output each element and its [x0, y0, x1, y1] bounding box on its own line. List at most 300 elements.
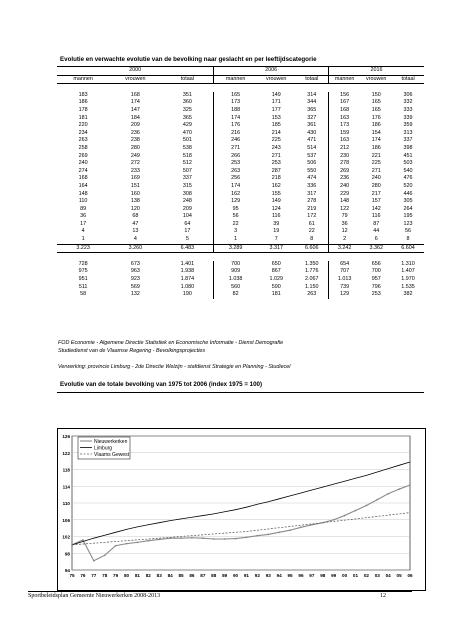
x-tick-label: 00 — [342, 573, 348, 578]
total-row — [57, 244, 424, 253]
table-cell: 315 — [182, 182, 192, 189]
table-cell: 13 — [132, 228, 139, 235]
table-cell: 188 — [214, 107, 257, 115]
table-cell: 142 — [371, 205, 381, 212]
group-cell: 1.038 — [214, 276, 257, 284]
table-cell: 64 — [184, 220, 191, 227]
column-header: vrouwen — [109, 75, 161, 84]
spacer-row — [57, 84, 424, 92]
group-cell: 1.938 — [180, 268, 195, 275]
table-cell: 44 — [373, 228, 380, 235]
table-cell: 173 — [214, 99, 257, 107]
table-cell: 271 — [271, 152, 281, 159]
group-row — [57, 276, 424, 284]
table-cell: 512 — [182, 160, 192, 167]
table-cell: 351 — [182, 91, 192, 98]
group-cell: 650 — [271, 260, 281, 267]
table-cell: 550 — [307, 167, 317, 174]
x-tick-label: 94 — [276, 573, 282, 578]
table-cell: 225 — [371, 160, 381, 167]
table-cell: 317 — [307, 190, 317, 197]
table-cell: 4 — [81, 228, 85, 235]
table-cell: 430 — [307, 129, 317, 136]
data-point — [376, 499, 378, 501]
y-tick-label: 94 — [64, 568, 70, 573]
table-cell: 174 — [130, 99, 140, 106]
group-cell: 1.150 — [305, 283, 319, 290]
table-cell: 36 — [329, 221, 361, 229]
table-cell: 236 — [130, 129, 140, 136]
table-cell: 68 — [132, 213, 139, 220]
table-cell: 361 — [307, 122, 317, 129]
table-cell: 174 — [214, 183, 257, 191]
table-cell: 248 — [182, 198, 192, 205]
table-cell: 333 — [403, 106, 413, 113]
table-cell: 263 — [78, 137, 88, 144]
spacer-row — [57, 253, 424, 261]
divider — [57, 392, 424, 393]
table-cell: 451 — [403, 152, 413, 159]
total-cell: 6.606 — [296, 244, 329, 253]
group-row — [57, 284, 424, 292]
table-cell: 327 — [307, 114, 317, 121]
table-cell: 79 — [329, 213, 361, 221]
table-cell: 537 — [307, 152, 317, 159]
table-cell: 22 — [214, 221, 257, 229]
table-cell: 470 — [182, 129, 192, 136]
group-cell: 673 — [130, 260, 140, 267]
table-cell: 365 — [182, 114, 192, 121]
x-tick-label: 96 — [298, 573, 304, 578]
table-cell: 240 — [329, 183, 361, 191]
y-tick-label: 114 — [62, 484, 70, 490]
table-cell: 506 — [307, 160, 317, 167]
table-cell: 164 — [78, 182, 88, 189]
group-cell: 129 — [329, 291, 361, 299]
x-tick-label: 85 — [178, 573, 184, 578]
table-cell: 8 — [406, 236, 410, 243]
table-cell: 258 — [78, 144, 88, 151]
table-cell: 212 — [329, 145, 361, 153]
total-cell: 3.223 — [57, 244, 109, 253]
table-cell: 514 — [307, 144, 317, 151]
table-cell: 153 — [271, 114, 281, 121]
table-cell: 217 — [371, 190, 381, 197]
table-cell: 240 — [371, 175, 381, 182]
group-cell: 2.067 — [305, 276, 319, 283]
table-cell: 314 — [307, 91, 317, 98]
y-tick-label: 102 — [62, 534, 70, 540]
table-cell: 183 — [78, 91, 88, 98]
table-cell: 287 — [271, 167, 281, 174]
table-row — [57, 183, 424, 191]
group-cell: 700 — [214, 261, 257, 269]
year-header-row — [57, 67, 424, 76]
column-header: vrouwen — [360, 75, 392, 84]
table-cell: 165 — [371, 99, 381, 106]
table-row — [57, 92, 424, 100]
series-line — [72, 513, 410, 545]
total-cell: 3.260 — [109, 244, 161, 253]
group-cell: 511 — [78, 283, 88, 290]
table-cell: 233 — [130, 167, 140, 174]
source-line-2: Studiedienst van de Vlaamse Regering - Bevolkingsprojecties — [58, 348, 206, 354]
total-cell: 3.289 — [214, 244, 257, 253]
table-cell: 185 — [271, 122, 281, 129]
table-cell: 110 — [78, 198, 88, 205]
x-tick-label: 92 — [254, 573, 260, 578]
group-cell: 796 — [371, 283, 381, 290]
table-cell: 266 — [214, 153, 257, 161]
table-cell: 36 — [80, 213, 87, 220]
table-cell: 274 — [78, 167, 88, 174]
table-cell: 501 — [182, 137, 192, 144]
table-cell: 22 — [308, 228, 315, 235]
table-cell: 174 — [371, 137, 381, 144]
page-number: 12 — [380, 593, 386, 599]
table-row — [57, 153, 424, 161]
table-cell: 123 — [403, 220, 413, 227]
data-point — [180, 537, 182, 539]
table-cell: 278 — [307, 198, 317, 205]
group-cell: 1.080 — [180, 283, 195, 290]
data-point — [147, 540, 149, 542]
group-cell: 1.013 — [329, 276, 361, 284]
table-cell: 332 — [403, 99, 413, 106]
footer-text: Sportbeleidsplan Gemeente Nieuwerkerken 2008-2013 — [28, 593, 161, 599]
table-cell: 365 — [307, 106, 317, 113]
table-row — [57, 145, 424, 153]
spacer-cell — [57, 84, 109, 92]
table-cell: 218 — [271, 175, 281, 182]
table-cell: 236 — [329, 175, 361, 183]
table-row — [57, 115, 424, 123]
table-cell: 148 — [329, 198, 361, 206]
x-tick-label: 86 — [189, 573, 195, 578]
table-cell: 507 — [182, 167, 192, 174]
table-cell: 229 — [329, 191, 361, 199]
group-cell: 1.029 — [269, 276, 283, 283]
data-point — [387, 493, 389, 495]
table-cell: 156 — [329, 92, 361, 100]
table-cell: 219 — [307, 205, 317, 212]
data-point — [246, 536, 248, 538]
column-header-row — [57, 75, 424, 84]
table-row — [57, 137, 424, 145]
x-tick-label: 76 — [80, 573, 86, 578]
x-tick-label: 95 — [287, 573, 293, 578]
table-cell: 253 — [214, 160, 257, 168]
x-tick-label: 04 — [385, 573, 391, 578]
table-cell: 1 — [81, 236, 85, 243]
data-point — [278, 531, 280, 533]
table-cell: 168 — [78, 175, 88, 182]
table-cell: 305 — [403, 198, 413, 205]
table-row — [57, 122, 424, 130]
group-cell: 963 — [130, 268, 140, 275]
table-cell: 149 — [271, 91, 281, 98]
table-row — [57, 228, 424, 236]
table-cell: 8 — [310, 236, 314, 243]
table-cell: 243 — [271, 144, 281, 151]
table-cell: 186 — [371, 144, 381, 151]
x-tick-label: 79 — [113, 573, 119, 578]
line-chart — [58, 429, 425, 590]
x-tick-label: 06 — [407, 573, 413, 578]
group-cell: 181 — [271, 291, 281, 298]
table-cell: 360 — [182, 99, 192, 106]
x-tick-label: 98 — [320, 573, 326, 578]
table-row — [57, 191, 424, 199]
x-tick-label: 87 — [200, 573, 206, 578]
table-cell: 181 — [78, 114, 88, 121]
table-cell: 540 — [403, 167, 413, 174]
x-tick-label: 77 — [91, 573, 97, 578]
population-table — [57, 66, 424, 299]
table-cell: 359 — [403, 122, 413, 129]
legend-label: Vlaams Gewest — [94, 451, 130, 458]
column-header: totaal — [162, 75, 214, 84]
table-cell: 172 — [307, 213, 317, 220]
x-tick-label: 02 — [363, 573, 369, 578]
x-tick-label: 99 — [331, 573, 337, 578]
data-point — [256, 535, 258, 537]
table-cell: 195 — [403, 213, 413, 220]
table-cell: 186 — [78, 99, 88, 106]
year-header: 2016 — [329, 67, 424, 76]
column-header: mannen — [329, 75, 361, 84]
table-row — [57, 198, 424, 206]
table-cell: 186 — [371, 122, 381, 129]
table-cell: 120 — [130, 205, 140, 212]
table-cell: 178 — [78, 106, 88, 113]
table-cell: 150 — [371, 91, 381, 98]
group-cell: 700 — [371, 268, 381, 275]
table-cell: 337 — [403, 137, 413, 144]
data-point — [137, 541, 139, 543]
x-tick-label: 89 — [222, 573, 228, 578]
total-cell: 3.242 — [329, 244, 361, 253]
data-point — [82, 539, 84, 541]
table-cell: 272 — [130, 160, 140, 167]
table-cell: 280 — [130, 144, 140, 151]
chart-frame — [57, 428, 426, 591]
table-cell: 280 — [371, 182, 381, 189]
table-cell: 209 — [130, 122, 140, 129]
table-cell: 313 — [403, 129, 413, 136]
table-cell: 471 — [307, 137, 317, 144]
table-cell: 124 — [271, 205, 281, 212]
table-cell: 89 — [80, 205, 87, 212]
table-cell: 17 — [80, 220, 87, 227]
table-cell: 518 — [182, 152, 192, 159]
series-line — [72, 485, 410, 561]
table-cell: 149 — [271, 198, 281, 205]
group-cell: 654 — [329, 261, 361, 269]
data-point — [158, 539, 160, 541]
table-cell: 520 — [403, 182, 413, 189]
table-cell: 157 — [371, 198, 381, 205]
group-cell: 923 — [130, 276, 140, 283]
group-cell: 1.310 — [401, 260, 415, 267]
table-cell: 47 — [132, 220, 139, 227]
table-cell: 160 — [130, 190, 140, 197]
table-cell: 429 — [182, 122, 192, 129]
table-cell: 174 — [214, 115, 257, 123]
table-cell: 263 — [214, 168, 257, 176]
group-row — [57, 261, 424, 269]
table-cell: 39 — [273, 220, 280, 227]
table-cell: 168 — [329, 107, 361, 115]
column-header: mannen — [214, 75, 257, 84]
group-cell: 1.350 — [305, 260, 319, 267]
group-cell: 569 — [130, 283, 140, 290]
table-cell: 220 — [78, 122, 88, 129]
group-cell: 560 — [214, 284, 257, 292]
group-cell: 957 — [371, 276, 381, 283]
table-cell: 271 — [214, 145, 257, 153]
table-cell: 159 — [329, 130, 361, 138]
table-cell: 12 — [329, 228, 361, 236]
table-cell: 221 — [371, 152, 381, 159]
table-cell: 56 — [214, 213, 257, 221]
x-tick-label: 91 — [243, 573, 250, 578]
column-header: mannen — [57, 75, 109, 84]
table-cell: 154 — [371, 129, 381, 136]
x-tick-label: 88 — [211, 573, 217, 578]
table-cell: 7 — [274, 236, 278, 243]
group-cell: 263 — [307, 291, 317, 298]
table-cell: 446 — [403, 190, 413, 197]
table-cell: 1 — [214, 236, 257, 244]
group-cell: 253 — [371, 291, 381, 298]
group-cell: 1.874 — [180, 276, 195, 283]
table-cell: 214 — [271, 129, 281, 136]
data-point — [191, 537, 193, 539]
y-tick-label: 98 — [64, 551, 70, 557]
table-cell: 61 — [308, 220, 315, 227]
table-cell: 474 — [307, 175, 317, 182]
total-cell: 3.362 — [360, 244, 392, 253]
table-cell: 271 — [371, 167, 381, 174]
group-cell: 656 — [371, 260, 381, 267]
group-cell: 707 — [329, 268, 361, 276]
table-cell: 165 — [214, 92, 257, 100]
table-cell: 4 — [133, 236, 137, 243]
table-row — [57, 99, 424, 107]
y-tick-label: 110 — [62, 501, 70, 506]
group-cell: 728 — [78, 260, 88, 267]
table-cell: 177 — [271, 106, 281, 113]
table-cell: 116 — [371, 213, 381, 220]
table-cell: 95 — [214, 206, 257, 214]
table-cell: 344 — [307, 99, 317, 106]
data-point — [235, 538, 237, 540]
year-header: 2006 — [214, 67, 329, 76]
total-cell: 6.483 — [162, 244, 214, 253]
table-cell: 116 — [271, 213, 281, 220]
table-cell: 253 — [271, 160, 281, 167]
y-tick-label: 122 — [62, 450, 70, 456]
table-cell: 148 — [78, 190, 88, 197]
table-cell: 104 — [182, 213, 192, 220]
group-cell: 909 — [214, 268, 257, 276]
total-cell: 3.317 — [257, 244, 296, 253]
x-tick-label: 83 — [156, 573, 162, 578]
table-cell: 87 — [373, 220, 380, 227]
table-cell: 306 — [403, 91, 413, 98]
table-cell: 19 — [273, 228, 280, 235]
data-point — [93, 560, 95, 562]
y-tick-label: 106 — [62, 517, 70, 523]
group-cell: 382 — [403, 291, 413, 298]
table-cell: 269 — [329, 168, 361, 176]
source-line-1: FOD Economie - Algemene Directie Statistiek en Economische Informatie - Dienst Demografie — [58, 340, 284, 346]
table-cell: 216 — [214, 130, 257, 138]
table-cell: 3 — [214, 228, 257, 236]
table-cell: 339 — [403, 114, 413, 121]
table-cell: 238 — [130, 137, 140, 144]
y-tick-label: 118 — [62, 467, 70, 473]
data-point — [267, 534, 269, 536]
table-cell: 167 — [329, 99, 361, 107]
table-cell: 230 — [329, 153, 361, 161]
group-cell: 190 — [182, 291, 192, 298]
group-cell: 82 — [214, 291, 257, 299]
table-cell: 398 — [403, 144, 413, 151]
table-cell: 147 — [130, 106, 140, 113]
data-point — [213, 538, 215, 540]
table-cell: 308 — [182, 190, 192, 197]
x-tick-label: 78 — [102, 573, 108, 578]
table-cell: 163 — [329, 137, 361, 145]
column-header: vrouwen — [257, 75, 296, 84]
table-cell: 171 — [271, 99, 281, 106]
group-row — [57, 268, 424, 276]
x-tick-label: 97 — [309, 573, 315, 578]
table-cell: 337 — [182, 175, 192, 182]
group-cell: 867 — [271, 268, 281, 275]
x-tick-label: 93 — [265, 573, 271, 578]
x-tick-label: 81 — [134, 573, 140, 578]
group-cell: 1.776 — [305, 268, 319, 275]
x-tick-label: 90 — [232, 573, 239, 578]
data-point — [126, 543, 128, 545]
table-cell: 246 — [214, 137, 257, 145]
table-cell: 209 — [182, 205, 192, 212]
table-cell: 269 — [78, 152, 88, 159]
group-cell: 590 — [271, 283, 281, 290]
table-row — [57, 175, 424, 183]
data-point — [311, 524, 313, 526]
table-cell: 5 — [185, 236, 189, 243]
table-cell: 176 — [371, 114, 381, 121]
group-cell: 58 — [80, 291, 87, 298]
group-cell: 1.401 — [180, 260, 195, 267]
x-tick-label: 80 — [123, 573, 130, 578]
data-point — [398, 488, 400, 490]
y-tick-label: 126 — [62, 434, 70, 439]
table-cell: 169 — [130, 175, 140, 182]
table-cell: 56 — [405, 228, 412, 235]
data-point — [289, 529, 291, 531]
table-cell: 162 — [271, 182, 281, 189]
table-cell: 138 — [130, 198, 140, 205]
x-tick-label: 82 — [145, 573, 151, 578]
group-cell: 1.970 — [401, 276, 415, 283]
spacer-cell — [57, 253, 109, 261]
table-cell: 240 — [78, 160, 88, 167]
